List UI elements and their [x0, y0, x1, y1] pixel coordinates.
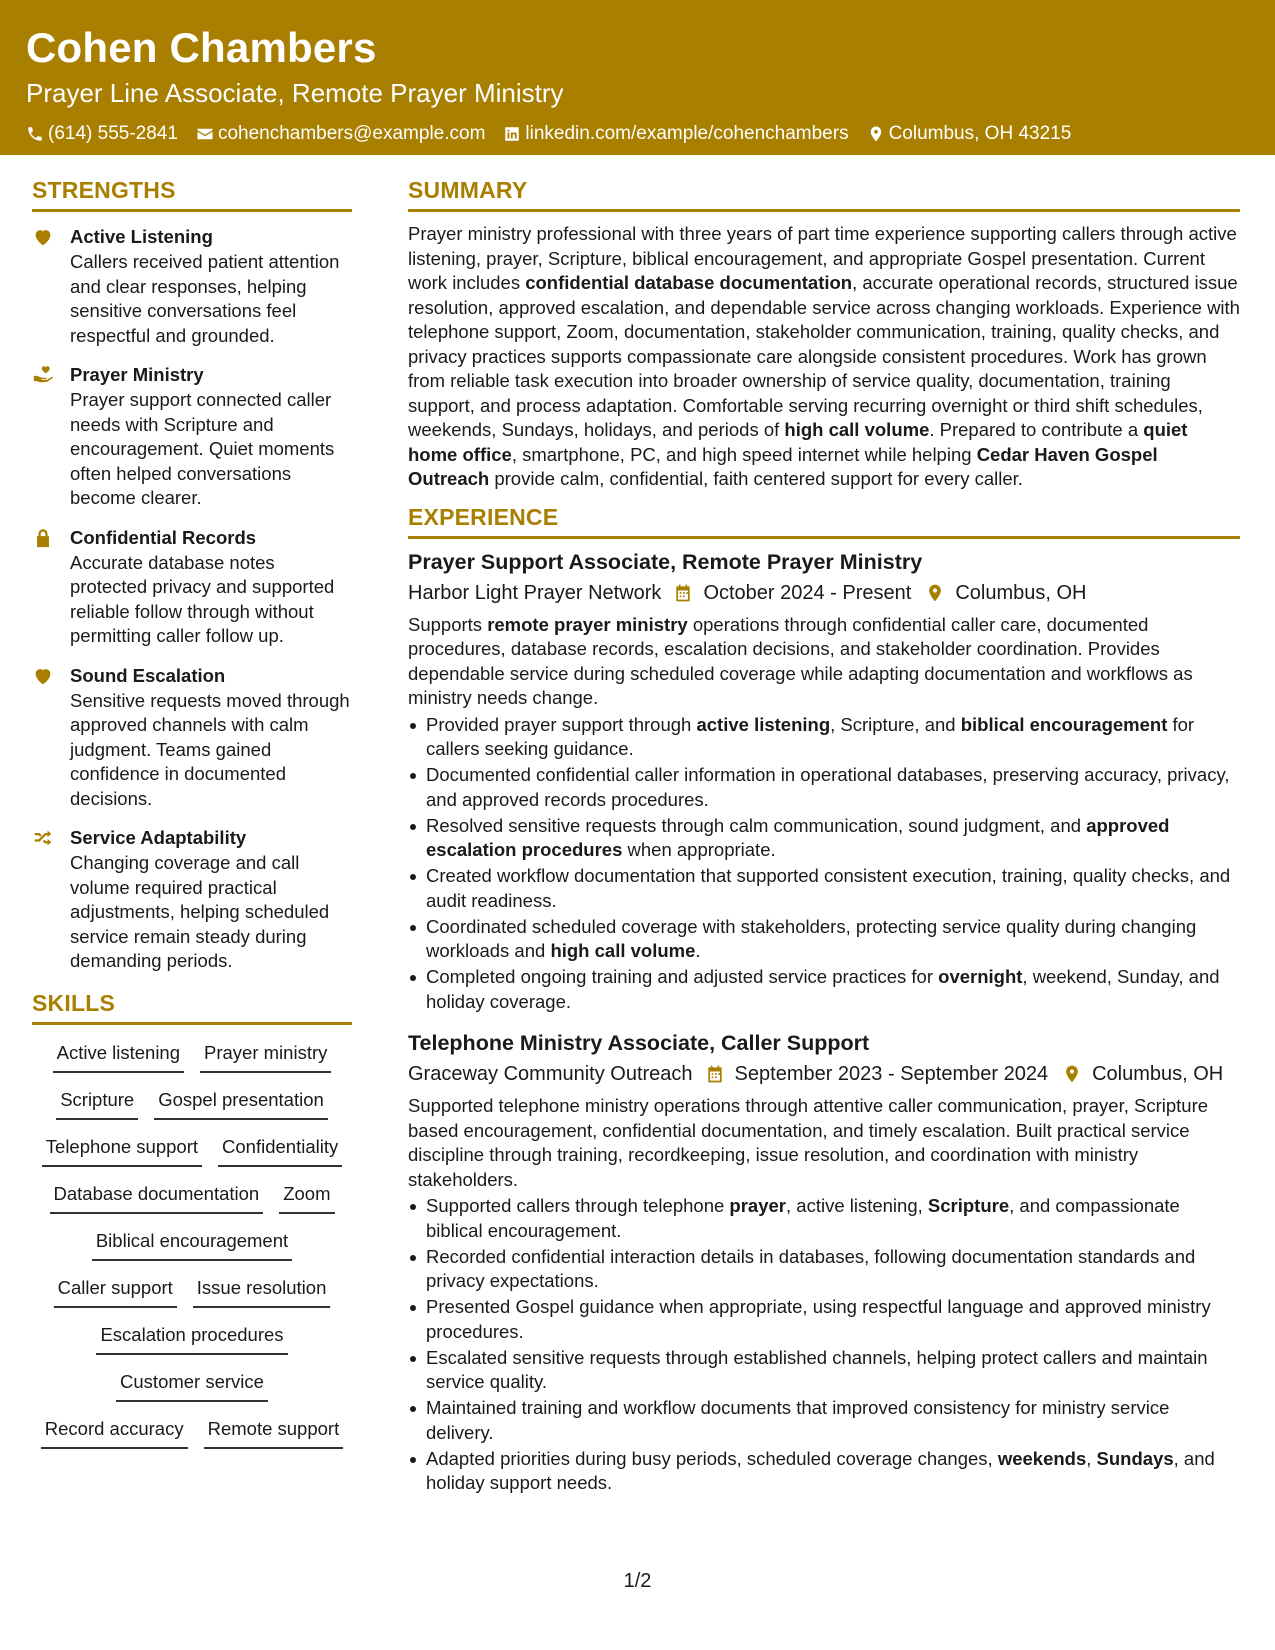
- location-text: Columbus, OH 43215: [888, 123, 1072, 144]
- bullet-item: Recorded confidential interaction details in databases, following documentation standards and privacy expectations.: [408, 1245, 1240, 1294]
- skill-tag: Confidentiality: [218, 1131, 342, 1167]
- summary-heading: SUMMARY: [408, 175, 1240, 212]
- strength-desc: Changing coverage and call volume required practical adjustments, helping scheduled service remain steady during demanding periods.: [70, 852, 330, 971]
- job-entry: [408, 1028, 1240, 1496]
- skill-tag: Customer service: [116, 1366, 268, 1402]
- bullet-item: Escalated sensitive requests through established channels, helping protect callers and maintain service quality.: [408, 1346, 1240, 1395]
- skill-tag: Issue resolution: [193, 1272, 331, 1308]
- summary-text: Prayer ministry professional with three years of part time experience supporting callers through active listening, prayer, Scripture, biblical encouragement, and appropriate Gospel presentation. Current work includes confidential database documentation, accurate operational records, structured issue resolution, approved escalation, and dependable service across changing workloads. Experience with telephone support, Zoom, documentation, stakeholder communication, training, quality checks, and privacy practices supports compassionate care alongside consistent procedures. Work has grown from reliable task execution into broader ownership of service quality, documentation, training support, and process adaptation. Comfortable serving recurring overnight or third shift schedules, weekends, Sundays, holidays, and periods of high call volume. Prepared to contribute a quiet home office, smartphone, PC, and high speed internet while helping Cedar Haven Gospel Outreach provide calm, confidential, faith centered support for every caller.: [408, 223, 1240, 489]
- skill-tag: Caller support: [54, 1272, 177, 1308]
- strengths-heading: STRENGTHS: [32, 175, 352, 212]
- strength-title: Active Listening: [70, 226, 213, 247]
- job-bullets: [408, 1194, 1240, 1496]
- strength-title: Prayer Ministry: [70, 364, 204, 385]
- skill-tag: Scripture: [56, 1084, 138, 1120]
- job-description: Supports remote prayer ministry operations through confidential caller care, documented procedures, database records, escalation decisions, and stakeholder coordination. Provides dependable service during scheduled coverage while adapting documentation and workflows as ministry needs change.: [408, 613, 1193, 708]
- hand-heart-icon: [32, 364, 54, 386]
- strength-title: Confidential Records: [70, 526, 257, 548]
- strength-title: Sound Escalation: [70, 664, 226, 686]
- email-text: cohenchambers@example.com: [217, 123, 486, 144]
- strength-item: [32, 525, 352, 649]
- contact-linkedin[interactable]: [503, 122, 848, 146]
- phone-text: (614) 555-2841: [48, 123, 178, 144]
- strength-title: Service Adaptability: [70, 827, 247, 848]
- job-meta: [408, 1060, 1240, 1088]
- job-meta: [408, 579, 1240, 607]
- bullet-item: Adapted priorities during busy periods, scheduled coverage changes, weekends, Sundays, and holiday support needs.: [408, 1447, 1240, 1496]
- bullet-item: Presented Gospel guidance when appropriate, using respectful language and approved ministry procedures.: [408, 1295, 1240, 1344]
- strength-item: [32, 663, 352, 812]
- skill-tag: Zoom: [279, 1178, 334, 1214]
- right-column: [408, 175, 1240, 1497]
- strength-desc: Prayer support connected caller needs with Scripture and encouragement. Quiet moments often helped conversations become clearer.: [70, 389, 335, 508]
- experience-heading: EXPERIENCE: [408, 502, 1240, 539]
- map-pin-icon: [1062, 1064, 1082, 1084]
- bullet-item: Supported callers through telephone prayer, active listening, Scripture, and compassionate biblical encouragement.: [408, 1194, 1240, 1243]
- strength-desc: Callers received patient attention and clear responses, helping sensitive conversations feel respectful and grounded.: [70, 251, 340, 346]
- bullet-item: Coordinated scheduled coverage with stakeholders, protecting service quality during changing workloads and high call volume.: [408, 915, 1240, 964]
- bullet-item: Provided prayer support through active listening, Scripture, and biblical encouragement for callers seeking guidance.: [408, 713, 1240, 762]
- job-bullets: [408, 713, 1240, 1015]
- bullet-item: Resolved sensitive requests through calm communication, sound judgment, and approved escalation procedures when appropriate.: [408, 814, 1240, 863]
- job-dates: October 2024 - Present: [703, 581, 912, 604]
- calendar-icon: [705, 1064, 725, 1084]
- job-title: Telephone Ministry Associate, Caller Support: [408, 1031, 870, 1055]
- bullet-item: Documented confidential caller information in operational databases, preserving accuracy, privacy, and approved records procedures.: [408, 763, 1240, 812]
- bullet-item: Completed ongoing training and adjusted service practices for overnight, weekend, Sunday, and holiday coverage.: [408, 965, 1240, 1014]
- bullet-item: Created workflow documentation that supported consistent execution, training, quality checks, and audit readiness.: [408, 864, 1240, 913]
- page-number: 1/2: [623, 1570, 652, 1592]
- lock-icon: [32, 527, 54, 549]
- contact-location: [867, 122, 1072, 146]
- bullet-item: Maintained training and workflow documents that improved consistency for ministry service delivery.: [408, 1396, 1240, 1445]
- map-pin-icon: [867, 125, 885, 143]
- contact-bar: [26, 122, 1249, 146]
- skill-tag: Gospel presentation: [154, 1084, 328, 1120]
- job-location: Columbus, OH: [1092, 1063, 1224, 1085]
- company-name: Harbor Light Prayer Network: [408, 581, 662, 604]
- left-column: [32, 175, 352, 1449]
- contact-phone[interactable]: [26, 122, 178, 146]
- calendar-icon: [673, 583, 693, 603]
- candidate-name: Cohen Chambers: [26, 24, 377, 71]
- job-description: Supported telephone ministry operations through attentive caller communication, prayer, Scripture based encouragement, confidential documentation, and timely escalation. Built practical service discipline through training, recordkeeping, issue resolution, and coordination with ministry stakeholders.: [408, 1095, 1209, 1190]
- phone-icon: [26, 125, 44, 143]
- job-title: Prayer Support Associate, Remote Prayer Ministry: [408, 549, 923, 574]
- skill-tag: Active listening: [53, 1037, 184, 1073]
- strength-desc: Sensitive requests moved through approved channels with calm judgment. Teams gained confidence in documented decisions.: [70, 689, 350, 809]
- skill-tag: Remote support: [204, 1413, 344, 1449]
- skills-heading: SKILLS: [32, 988, 352, 1025]
- company-name: Graceway Community Outreach: [408, 1063, 693, 1085]
- resume-header: [0, 0, 1275, 155]
- skill-tag: Prayer ministry: [200, 1037, 331, 1073]
- shuffle-icon: [32, 827, 54, 849]
- skill-tag: Telephone support: [42, 1131, 202, 1167]
- heart-icon: [32, 226, 54, 248]
- strength-item: [32, 224, 352, 348]
- map-pin-icon: [925, 583, 945, 603]
- skill-tag: Database documentation: [50, 1178, 264, 1214]
- strength-desc: Accurate database notes protected privacy and supported reliable follow through without permitting caller follow up.: [70, 551, 335, 646]
- skills-list: [32, 1037, 352, 1449]
- linkedin-icon: [503, 125, 521, 143]
- skill-tag: Record accuracy: [41, 1413, 188, 1449]
- strengths-list: [32, 224, 352, 974]
- job-dates: September 2023 - September 2024: [734, 1063, 1049, 1085]
- skill-tag: Escalation procedures: [96, 1319, 287, 1355]
- contact-email[interactable]: [196, 122, 485, 146]
- candidate-title: Prayer Line Associate, Remote Prayer Ministry: [26, 78, 564, 108]
- linkedin-text: linkedin.com/example/cohenchambers: [525, 123, 849, 144]
- strength-item: [32, 362, 352, 511]
- envelope-icon: [196, 125, 214, 143]
- heart-icon: [32, 665, 54, 687]
- job-location: Columbus, OH: [955, 581, 1087, 604]
- job-entry: [408, 547, 1240, 1015]
- strength-item: [32, 825, 352, 974]
- skill-tag: Biblical encouragement: [92, 1225, 292, 1261]
